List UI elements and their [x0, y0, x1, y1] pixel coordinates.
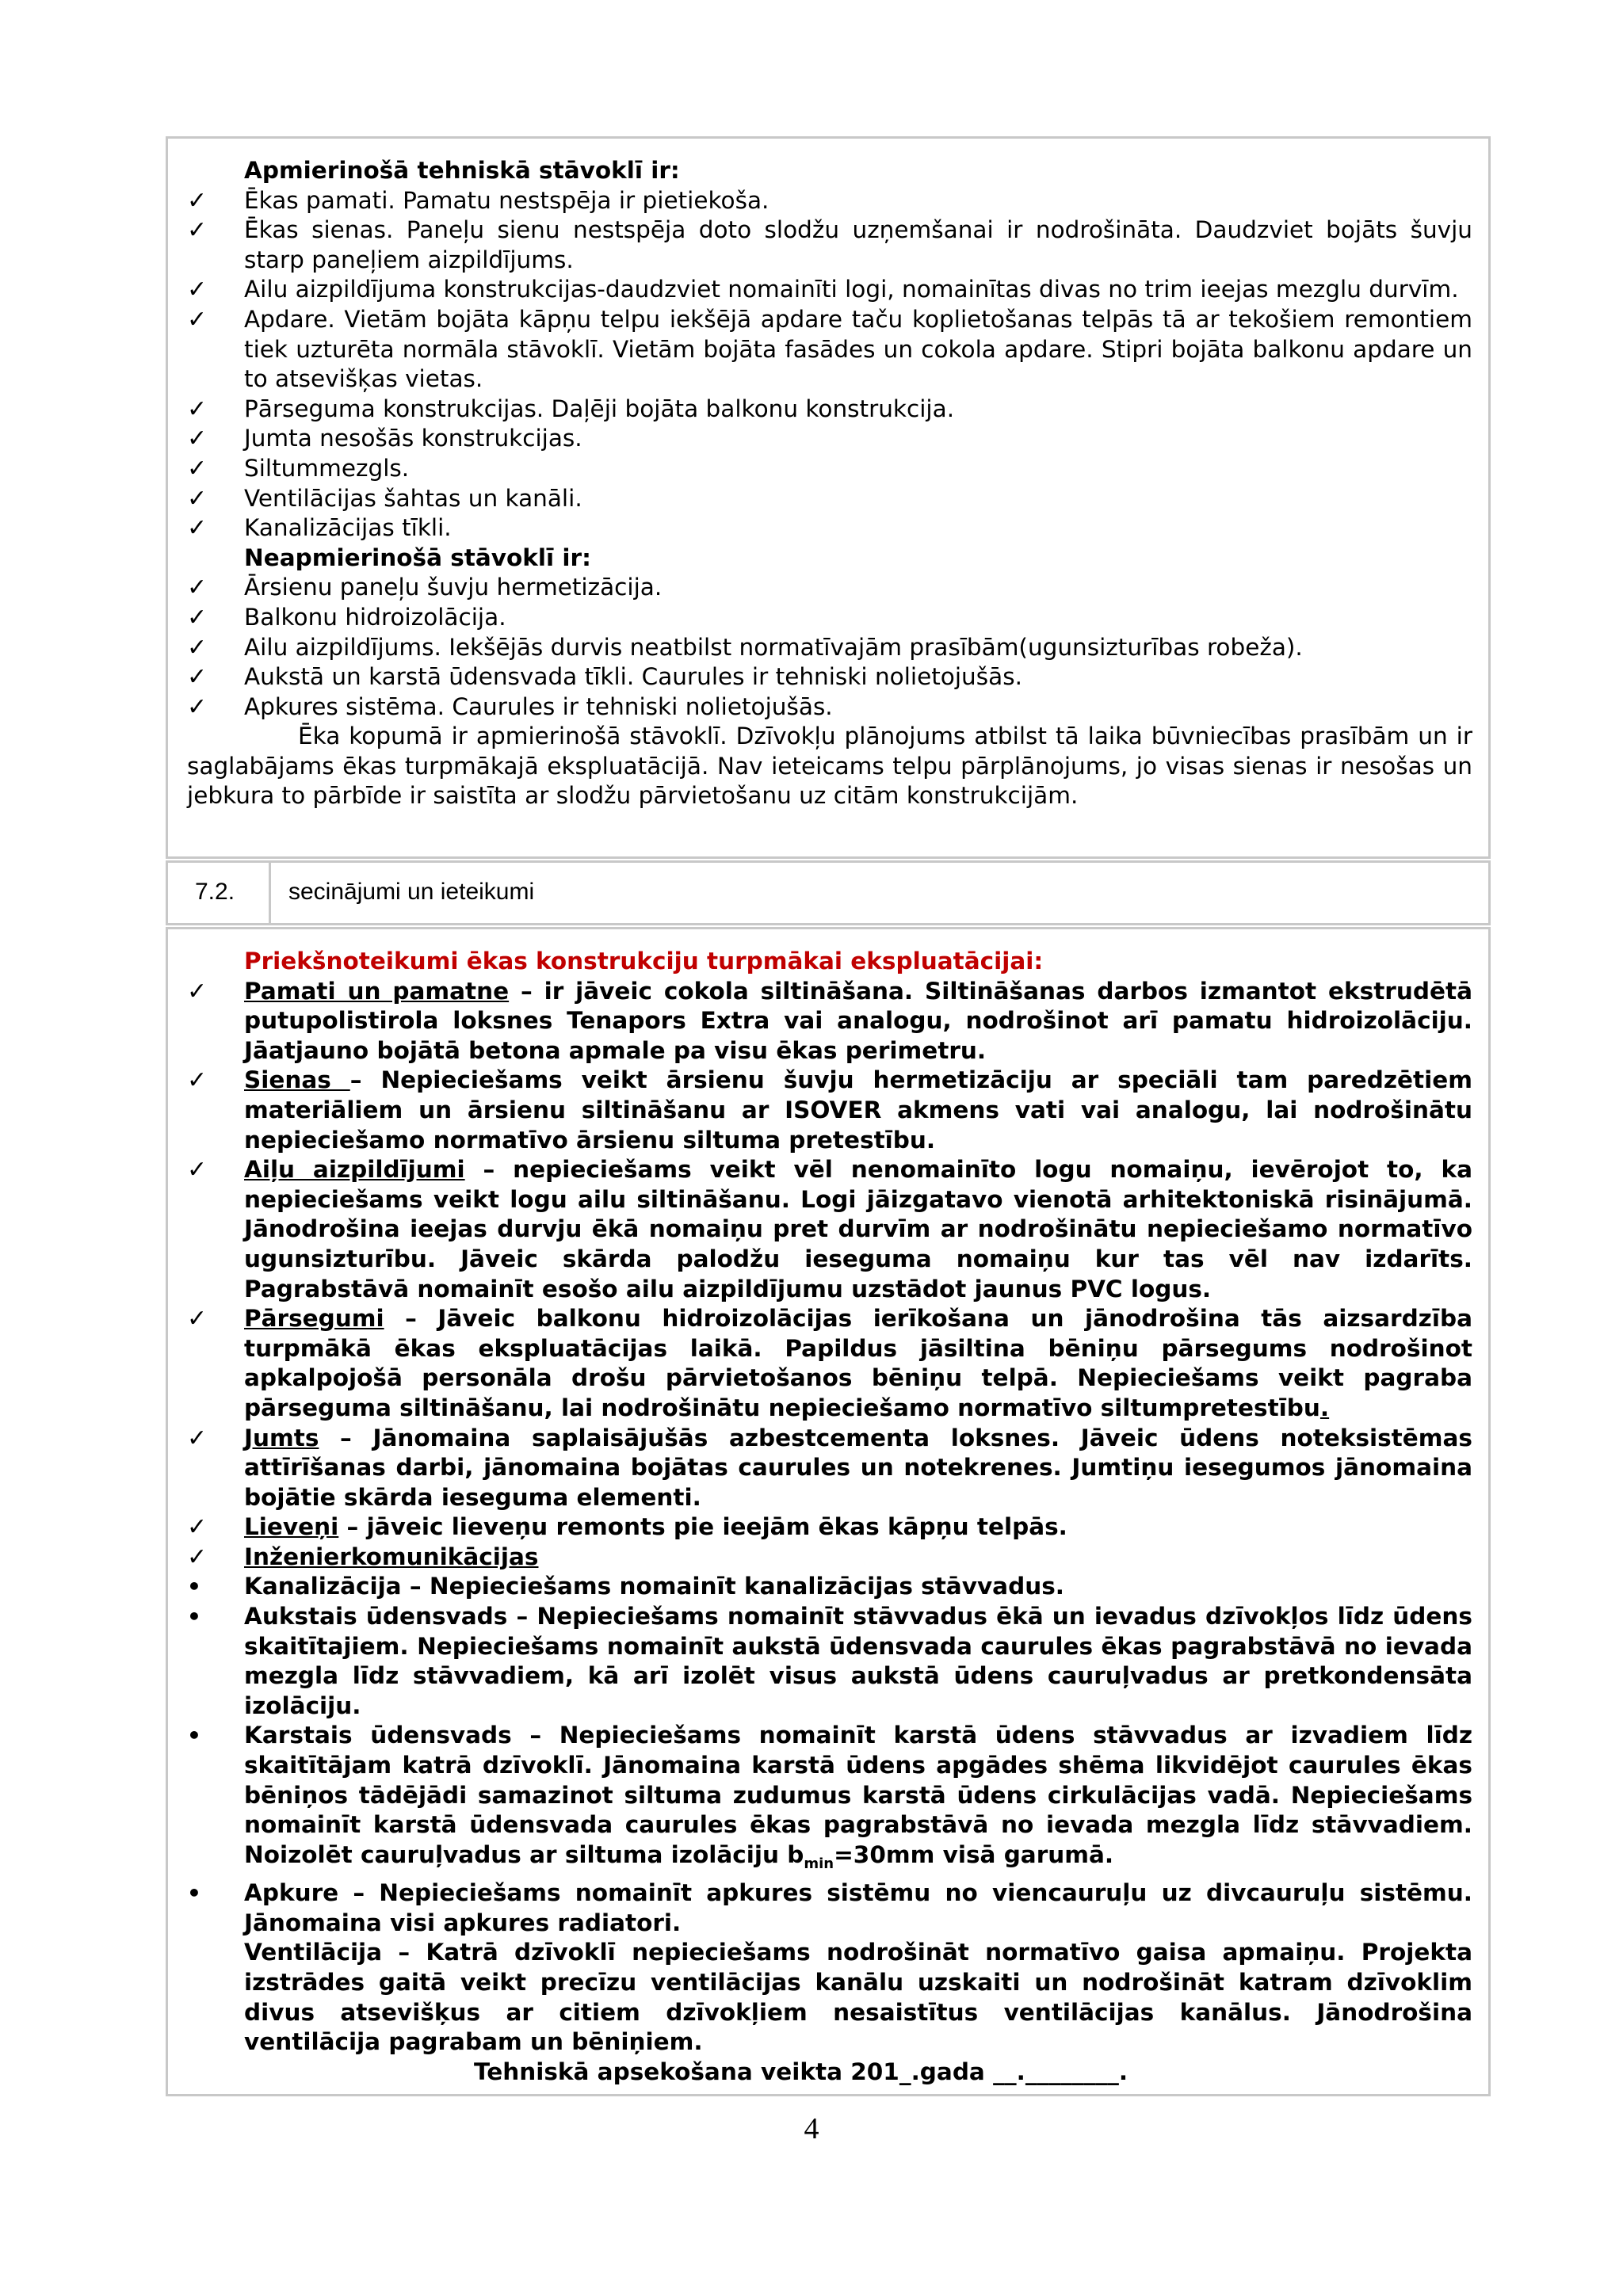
list-item: ✓ Jumts – Jānomaina saplaisājušās azbestcementa loksnes. Jāveic ūdens noteksistēmas attīrīšanas darbi, jānomaina bojātas caurules un notekrenes. Jumtiņu iesegumos jānomaina bojātie skārda ieseguma elementi. — [187, 1424, 1472, 1513]
check-icon: ✓ — [187, 425, 208, 453]
bullet-item: • Kanalizācija – Nepieciešams nomainīt kanalizācijas stāvvadus. — [187, 1572, 1472, 1602]
bullet-icon: • — [187, 1604, 201, 1630]
item-label: Aiļu aizpildījumi — [244, 1156, 465, 1184]
list-item: ✓ Pārseguma konstrukcijas. Daļēji bojāta balkonu konstrukcija. — [187, 395, 955, 423]
check-icon: ✓ — [187, 663, 208, 692]
check-icon: ✓ — [187, 514, 208, 543]
list-item: ✓ Kanalizācijas tīkli. — [187, 514, 452, 543]
check-icon: ✓ — [187, 454, 208, 482]
check-icon: ✓ — [187, 574, 208, 602]
list-item: ✓ Ēkas sienas. Paneļu sienu nestspēja doto slodžu uzņemšanai ir nodrošināta. Daudzviet bojāts šuvju starp paneļiem aizpildījums. — [187, 215, 1472, 275]
list-item: ✓ Pamati un pamatne – ir jāveic cokola siltināšana. Siltināšanas darbos izmantot ekstrudētā putupolistirola loksnes Tenapors Extra vai analogu, nodrošinot arī pamatu hidroizolāciju. Jāatjauno bojātā betona apmale pa visu ēkas perimetru. — [187, 977, 1472, 1066]
list-item: ✓ Sienas – Nepieciešams veikt ārsienu šuvju hermetizāciju ar speciāli tam paredzētiem materiāliem un ārsienu siltināšanu ar ISOVER akmens vati vai analogu, lai nodrošinātu nepieciešamo normatīvo ārsienu siltuma pretestību. — [187, 1066, 1472, 1155]
list-item: ✓ Lieveņi – jāveic lieveņu remonts pie ieejām ēkas kāpņu telpās. — [187, 1513, 1067, 1542]
check-icon: ✓ — [187, 186, 208, 215]
item-label: Inženierkomunikācijas — [244, 1543, 539, 1570]
list-item: ✓ Ailu aizpildījums. Iekšējās durvis neatbilst normatīvajām prasībām(ugunsizturības robeža). — [187, 633, 1303, 662]
check-icon: ✓ — [187, 692, 208, 721]
check-icon: ✓ — [187, 1424, 208, 1452]
list-item: ✓ Aukstā un karstā ūdensvada tīkli. Caurules ir tehniski nolietojušās. — [187, 663, 1022, 692]
check-icon: ✓ — [187, 977, 208, 1005]
check-icon: ✓ — [187, 395, 208, 423]
check-icon: ✓ — [187, 305, 208, 334]
recommendations-content — [187, 947, 1472, 2087]
technical-condition-box — [166, 136, 1491, 859]
check-icon: ✓ — [187, 484, 208, 513]
list-item: ✓ Ventilācijas šahtas un kanāli. — [187, 484, 582, 513]
check-icon: ✓ — [187, 1066, 208, 1095]
check-icon: ✓ — [187, 1543, 208, 1571]
list-item: ✓ Ārsienu paneļu šuvju hermetizācija. — [187, 574, 663, 602]
unsatisfactory-header: Neapmierinošā stāvoklī ir: — [244, 543, 591, 571]
item-label: Lieveņi — [244, 1513, 339, 1541]
section-title: secinājumi un ieteikumi — [288, 879, 535, 905]
item-label: Sienas — [244, 1066, 350, 1094]
check-icon: ✓ — [187, 1513, 208, 1542]
recommendations-box — [166, 927, 1491, 2096]
check-icon: ✓ — [187, 603, 208, 631]
bullet-item: • Aukstais ūdensvads – Nepieciešams nomainīt stāvvadus ēkā un ievadus dzīvokļos līdz ūdens skaitītajiem. Nepieciešams nomainīt aukstā ūdensvada caurules ēkas pagrabstāvā no ievada mezgla līdz stāvvadiem, kā arī izolēt visus aukstā ūdens cauruļvadus ar pretkondensāta izolāciju. — [187, 1602, 1472, 1721]
list-item: ✓ Jumta nesošās konstrukcijas. — [187, 425, 582, 453]
section-title-cell — [271, 863, 1488, 923]
conclusion-paragraph: Ēka kopumā ir apmierinošā stāvoklī. Dzīvokļu plānojums atbilst tā laika būvniecības prasībām un ir saglabājams ēkas turpmākajā ekspluatācijā. Nav ieteicams telpu pārplānojums, jo visas sienas ir nesošas un jebkura to pārbīde ir saistīta ar slodžu pārvietošanu uz citām konstrukcijām. — [187, 723, 1472, 810]
section-number-cell — [168, 863, 271, 923]
list-item: ✓ Apdare. Vietām bojāta kāpņu telpu iekšējā apdare taču koplietošanas telpās tā ar tekošiem remontiem tiek uzturēta normāla stāvoklī. Vietām bojāta fasādes un cokola apdare. Stipri bojāta balkonu apdare un to atsevišķas vietas. — [187, 305, 1472, 395]
page-number: 4 — [804, 2112, 819, 2145]
item-label: Jumts — [244, 1424, 319, 1451]
technical-condition-content — [187, 156, 1472, 811]
bullet-item: • Karstais ūdensvads – Nepieciešams nomainīt karstā ūdens stāvvadus ar izvadiem līdz skaitītājam katrā dzīvoklī. Jānomaina karstā ūdens apgādes shēma likvidējot caurules ēkas bēniņos tādējādi samazinot siltuma zudumus karstā ūdens cirkulācijas vadā. Nepieciešams nomainīt karstā ūdensvada caurules ēkas pagrabstāvā no ievada mezgla līdz stāvvadiem. Noizolēt cauruļvadus ar siltuma izolāciju $b_{min}=30mm$ visā garumā. — [187, 1721, 1472, 1878]
check-icon: ✓ — [187, 633, 208, 662]
check-icon: ✓ — [187, 216, 208, 245]
list-item: ✓ Balkonu hidroizolācija. — [187, 603, 506, 631]
bullet-item: • Apkure – Nepieciešams nomainīt apkures sistēmu no viencauruļu uz divcauruļu sistēmu. Jānomaina visi apkures radiatori. — [187, 1878, 1472, 1938]
list-item: ✓ Siltummezgls. — [187, 454, 410, 482]
list-item: ✓ Apkures sistēma. Caurules ir tehniski nolietojušās. — [187, 692, 833, 721]
list-item: ✓ Pārsegumi – Jāveic balkonu hidroizolācijas ierīkošana un jānodrošina tās aizsardzība turpmākā ēkas ekspluatācijas laikā. Papildus jāsiltina bēniņu pārsegums nodrošinot apkalpojošā personāla drošu pārvietošanos bēniņu telpā. Nepieciešams veikt pagraba pārseguma siltināšanu, lai nodrošinātu nepieciešamo normatīvo siltumpretestību. — [187, 1304, 1472, 1423]
check-icon: ✓ — [187, 1156, 208, 1184]
list-item: ✓ Aiļu aizpildījumi – nepieciešams veikt vēl nenomainīto logu nomaiņu, ievērojot to, ka nepieciešams veikt logu ailu siltināšanu. Logi jāizgatavo vienotā arhitektoniskā risinājumā. Jānodrošina ieejas durvju ēkā nomaiņu pret durvīm ar nodrošinātu nepieciešamo normatīvo ugunsizturību. Jāveic skārda palodžu ieseguma nomaiņu kur tas vēl nav izdarīts. Pagrabstāvā nomainīt esošo ailu aizpildījumu uzstādot jaunus PVC logus. — [187, 1155, 1472, 1304]
bullet-icon: • — [187, 1722, 201, 1749]
satisfactory-header: Apmierinošā tehniskā stāvoklī ir: — [244, 157, 680, 184]
section-heading-row — [166, 860, 1491, 925]
list-item — [187, 1543, 1472, 1573]
item-label: Pamati un pamatne — [244, 977, 510, 1005]
section-number: 7.2. — [195, 879, 235, 905]
check-icon: ✓ — [187, 1305, 208, 1333]
list-item: ✓ Ēkas pamati. Pamatu nestspēja ir pietiekoša. — [187, 186, 769, 215]
recommendations-header: Priekšnoteikumi ēkas konstrukciju turpmākai ekspluatācijai: — [244, 948, 1044, 974]
bullet-icon: • — [187, 1573, 201, 1600]
survey-date-line: Tehniskā apsekošana veikta 201_.gada __.________. — [474, 2058, 1128, 2085]
list-item: ✓ Ailu aizpildījuma konstrukcijas-daudzviet nomainīti logi, nomainītas divas no trim ieejas mezglu durvīm. — [187, 276, 1459, 304]
item-label: Pārsegumi — [244, 1305, 384, 1333]
check-icon: ✓ — [187, 276, 208, 304]
ventilation-paragraph: Ventilācija – Katrā dzīvoklī nepieciešams nodrošināt normatīvo gaisa apmaiņu. Projekta izstrādes gaitā veikt precīzu ventilācijas kanālu uzskaiti un nodrošināt katram dzīvoklim divus atsevišķus ar citiem dzīvokļiem nesaistītus ventilācijas kanālus. Jānodrošina ventilācija pagrabam un bēniņiem. — [244, 1939, 1472, 2056]
bullet-icon: • — [187, 1880, 201, 1907]
